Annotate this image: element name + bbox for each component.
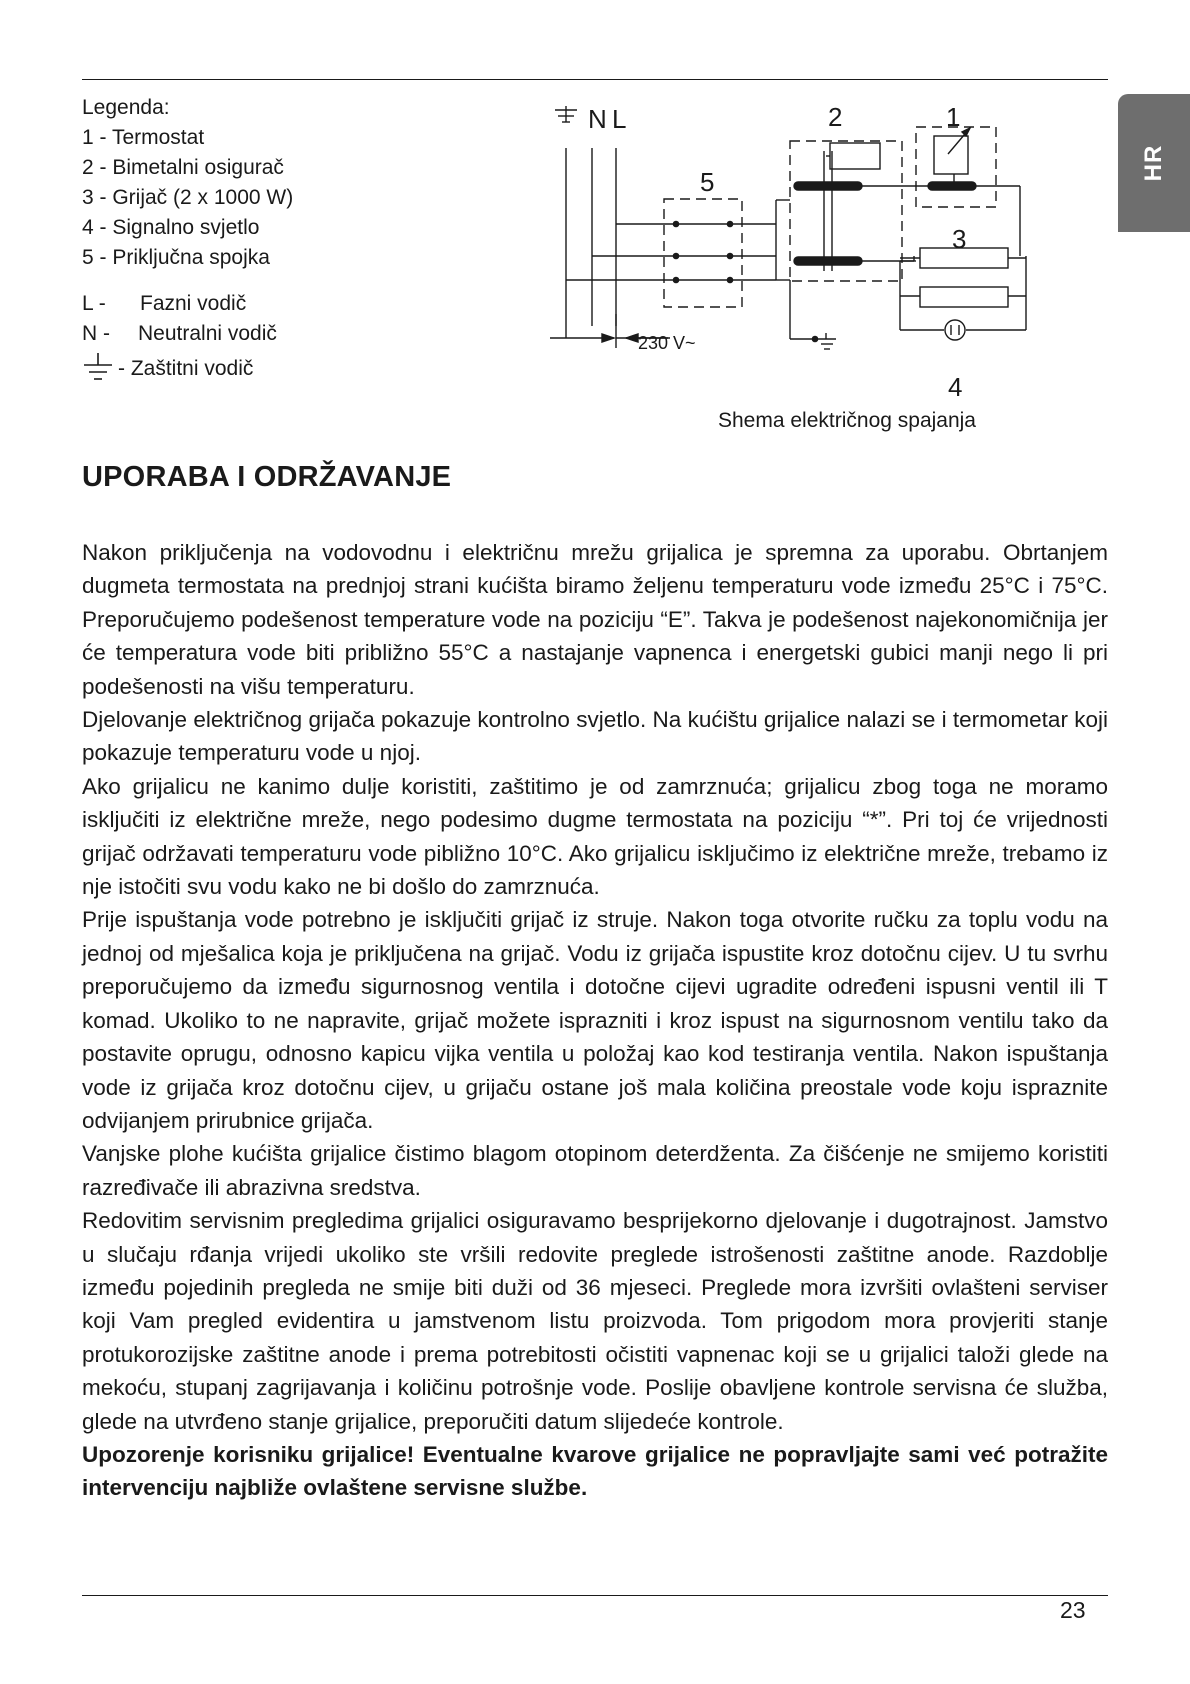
top-rule: [82, 79, 1108, 80]
supply-ground-icon: [555, 106, 577, 122]
diagram-caption: Shema električnog spajanja: [718, 409, 976, 432]
paragraph: Ako grijalicu ne kanimo dulje koristiti, zaštitimo je od zamrznuća; grijalicu zbog toga ne moramo isključiti iz električne mreže, nego podesimo dugme termostata na poziciju “*”. Pri toj će vrijednosti grijač održavati temperaturu vode pibližno 10°C. Ako grijalicu isključimo iz električne mreže, trebamo iz nje istočiti svu vodu kako ne bi došlo do zamrznuća.: [82, 773, 1108, 900]
paragraph: Vanjske plohe kućišta grijalice čistimo blagom otopinom deterdženta. Za čišćenje ne smijemo koristiti razređivače ili abrazivna sredstva.: [82, 1141, 1108, 1200]
legend-title: Legenda:: [82, 96, 170, 119]
conductor-label: Neutralni vodič: [138, 322, 277, 345]
legend-ground: [82, 351, 293, 387]
terminal-l-label: L: [612, 104, 627, 134]
terminal-n-label: N: [588, 104, 607, 134]
paragraph: Nakon priključenja na vodovodnu i električnu mrežu grijalica je spremna za uporabu. Obrtanjem dugmeta termostata na prednjoj strani kućišta biramo željenu temperaturu vode između 25°C i 75°C. Preporučujemo podešenost temperature vode na poziciju “E”. Takva je podešenost najekonomičnija jer će temperatura vode biti približno 55°C a nastajanje vapnenca i energetski gubici manji nego li pri podešenosti na višu temperaturu.: [82, 540, 1108, 699]
legend-conductor-phase: [82, 289, 293, 319]
legend-item: 5 - Priključna spojka: [82, 246, 270, 269]
voltage-label: 230 V~: [638, 333, 696, 353]
paragraph: Redovitim servisnim pregledima grijalici osiguravamo besprijekorno djelovanje i dugotrajnost. Jamstvo u slučaju rđanja vrijedi ukoliko ste vršili redovite preglede istrošenosti zaštitne anode. Razdoblje između pojedinih pregleda ne smije biti duži od 36 mjeseci. Preglede mora izvršiti ovlašteni serviser koji Vam pregled evidentira u jamstvenom listu proizvoda. Tom prigodom mora provjeriti stanje protukorozijske zaštitne anode i prema potrebitosti očistiti vapnenac koji se u grijalici taloži glede na mekoću, stupanj zagrijavanja i količinu potrošnje vode. Poslije obavljene kontrole servisna će služba, glede na utvrđeno stanje grijalice, preporučiti datum slijedeće kontrole.: [82, 1208, 1108, 1434]
conductor-label: Fazni vodič: [140, 292, 247, 315]
conductor-code: N -: [82, 322, 110, 345]
body-text: [82, 536, 1108, 1505]
component-4-label: 4: [948, 372, 963, 402]
component-2-label: 2: [828, 102, 843, 132]
legend-item: 3 - Grijač (2 x 1000 W): [82, 186, 294, 209]
paragraph: Djelovanje električnog grijača pokazuje kontrolno svjetlo. Na kućištu grijalice nalazi se i termometar koji pokazuje temperaturu vode u njoj.: [82, 707, 1108, 766]
conductor-code: L -: [82, 292, 106, 315]
legend-conductor-neutral: [82, 319, 293, 349]
warning-paragraph: Upozorenje korisniku grijalice! Eventualne kvarove grijalice ne popravljajte sami već potražite intervenciju najbliže ovlaštene servisne službe.: [82, 1441, 1108, 1501]
wiring-diagram: [550, 96, 1106, 406]
ground-symbol-icon: [82, 351, 114, 387]
paragraph: Prije ispuštanja vode potrebno je isključiti grijač iz struje. Nakon toga otvorite ručku za toplu vodu na jednoj od mješalica koja je priključena na grijač. Vodu iz grijača ispustite kroz dotočnu cijev. U tu svrhu preporučujemo da između sigurnosnog ventila i dotočne cijevi ugradite određeni ispusni ventil ili T komad. Ukoliko to ne napravite, grijač možete isprazniti i kroz ispust na sigurnosnom ventilu tako da postavite oprugu, odnosno kapicu vijka ventila u položaj kao kod testiranja ventila. Nakon ispuštanja vode iz grijača kroz dotočnu cijev, u grijaču ostane još mala količina preostale vode koju ispraznite odvijanjem prirubnice grijača.: [82, 907, 1108, 1133]
legend-item: 4 - Signalno svjetlo: [82, 216, 260, 239]
legend: [82, 93, 293, 387]
bottom-rule: [82, 1595, 1108, 1596]
component-5-label: 5: [700, 167, 715, 197]
language-tab-label: HR: [1140, 144, 1167, 182]
component-1-label: 1: [946, 102, 961, 132]
ground-label: - Zaštitni vodič: [118, 357, 254, 380]
language-tab: [1118, 94, 1190, 232]
page-number: 23: [1060, 1597, 1086, 1623]
component-3-label: 3: [952, 224, 967, 254]
legend-item: 1 - Termostat: [82, 126, 205, 149]
section-title: UPORABA I ODRŽAVANJE: [82, 461, 452, 493]
legend-item: 2 - Bimetalni osigurač: [82, 156, 284, 179]
